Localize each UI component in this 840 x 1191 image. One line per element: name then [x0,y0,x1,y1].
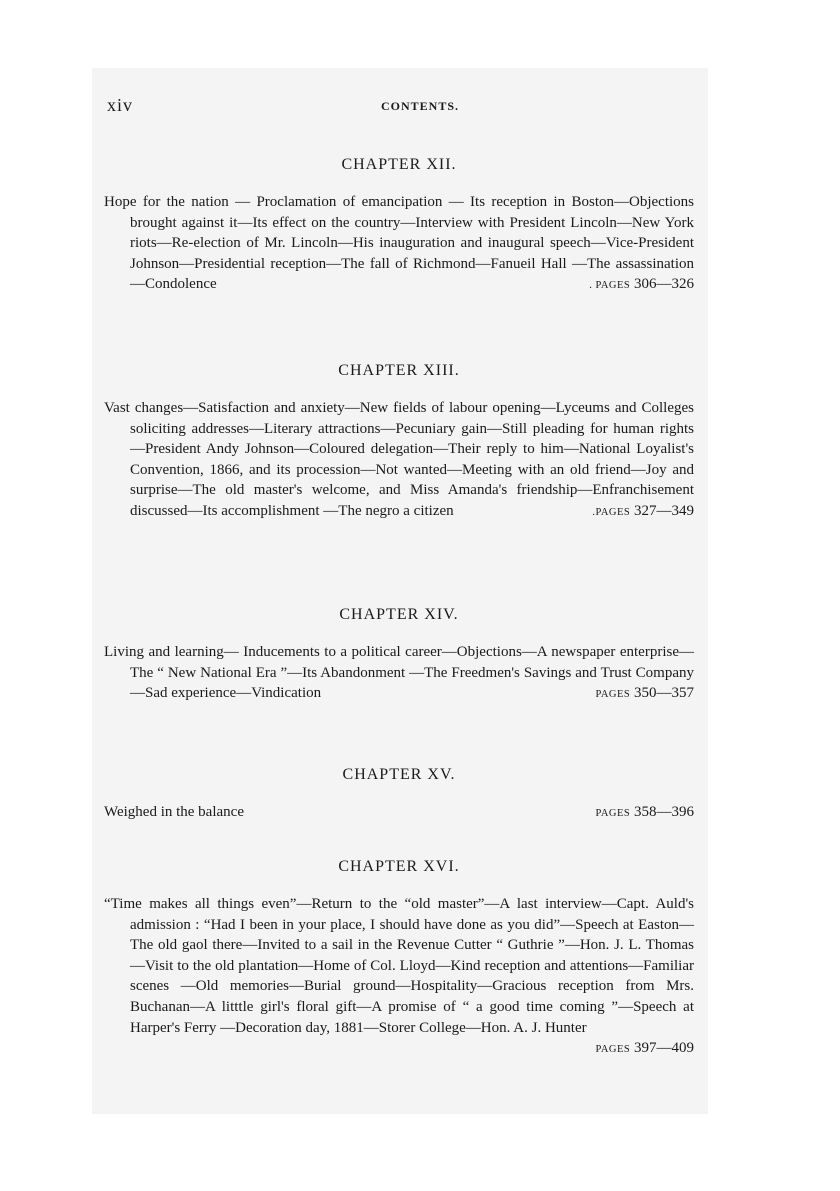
chapter-summary [104,192,694,295]
chapter-summary-text: Vast changes—Satisfaction and anxiety—New fields of labour opening—Lyceums and Colleges soliciting addresses—Literary attractions—Pecuniary gain—Still pleading for human rights—President Andy Johnson—Coloured delegation—Their reply to him—National Loyalist's Convention, 1866, and its procession—Not wanted—Meeting with an old friend—Joy and surprise—The old master's welcome, and Miss Amanda's friendship—Enfranchisement discussed—Its accomplishment —The negro a citizen [104,400,694,519]
chapter-summary-text: Weighed in the balance [104,804,244,820]
pages-label: PAGES [595,689,631,701]
pages-range: 358—396 [634,804,694,820]
page-number: xiv [107,95,134,115]
chapter-summary [104,802,694,823]
chapter-13 [104,362,694,524]
page-range [589,274,694,297]
pages-label: . PAGES [589,280,631,292]
pages-label: .PAGES [592,506,631,518]
chapter-12 [104,156,694,297]
chapter-14 [104,606,694,706]
chapter-summary [104,398,694,522]
pages-range: 397—409 [634,1040,694,1057]
page-range [595,683,694,706]
chapter-summary-text: Hope for the nation — Proclamation of emancipation — Its reception in Boston—Objections brought against it—Its effect on the country—Interview with President Lincoln—New York riots—Re-election of Mr. Lincoln—His inauguration and inaugural speech—Vice-President Johnson—Presidential reception—The fall of Richmond—Fanueil Hall —The assassination—Condolence [104,194,694,293]
pages-label: PAGES [595,1044,631,1056]
chapter-summary [104,894,694,1061]
pages-label: PAGES [595,808,631,819]
pages-range: 350—357 [634,685,694,702]
pages-range: 306—326 [634,276,694,293]
chapter-summary [104,642,694,704]
page-range [592,501,694,524]
pages-range: 327—349 [634,502,694,519]
chapter-heading: CHAPTER XII. [341,156,457,173]
chapter-heading: CHAPTER XV. [342,766,456,783]
chapter-summary-text: “Time makes all things even”—Return to the “old master”—A last interview—Capt. Auld's admission : “Had I been in your place, I should have done as you did”—Speech at Easton—The old gaol there—Invited to a sail in the Revenue Cutter “ Guthrie ”—Hon. J. L. Thomas—Visit to the old plantation—Home of Col. Lloyd—Kind reception and attentions—Familiar scenes —Old memories—Burial ground—Hospitality—Gracious reception from Mrs. Buchanan—A litttle girl's floral gift—A promise of “ a good time coming ”—Speech at Harper's Ferry —Decoration day, 1881—Storer College—Hon. A. J. Hunter [104,896,694,1036]
page-range [595,802,694,825]
running-head [0,95,840,119]
chapter-heading: CHAPTER XVI. [338,858,460,875]
running-title: CONTENTS. [380,99,460,113]
chapter-16 [104,858,694,1061]
chapter-summary-text: Living and learning— Inducements to a political career—Objections—A newspaper enterprise—The “ New National Era ”—Its Abandonment —The Freedmen's Savings and Trust Company—Sad experience—Vindication [104,644,694,702]
chapter-heading: CHAPTER XIII. [338,362,460,379]
chapter-15 [104,766,694,825]
chapter-heading: CHAPTER XIV. [339,606,459,623]
page-range [130,1038,694,1061]
